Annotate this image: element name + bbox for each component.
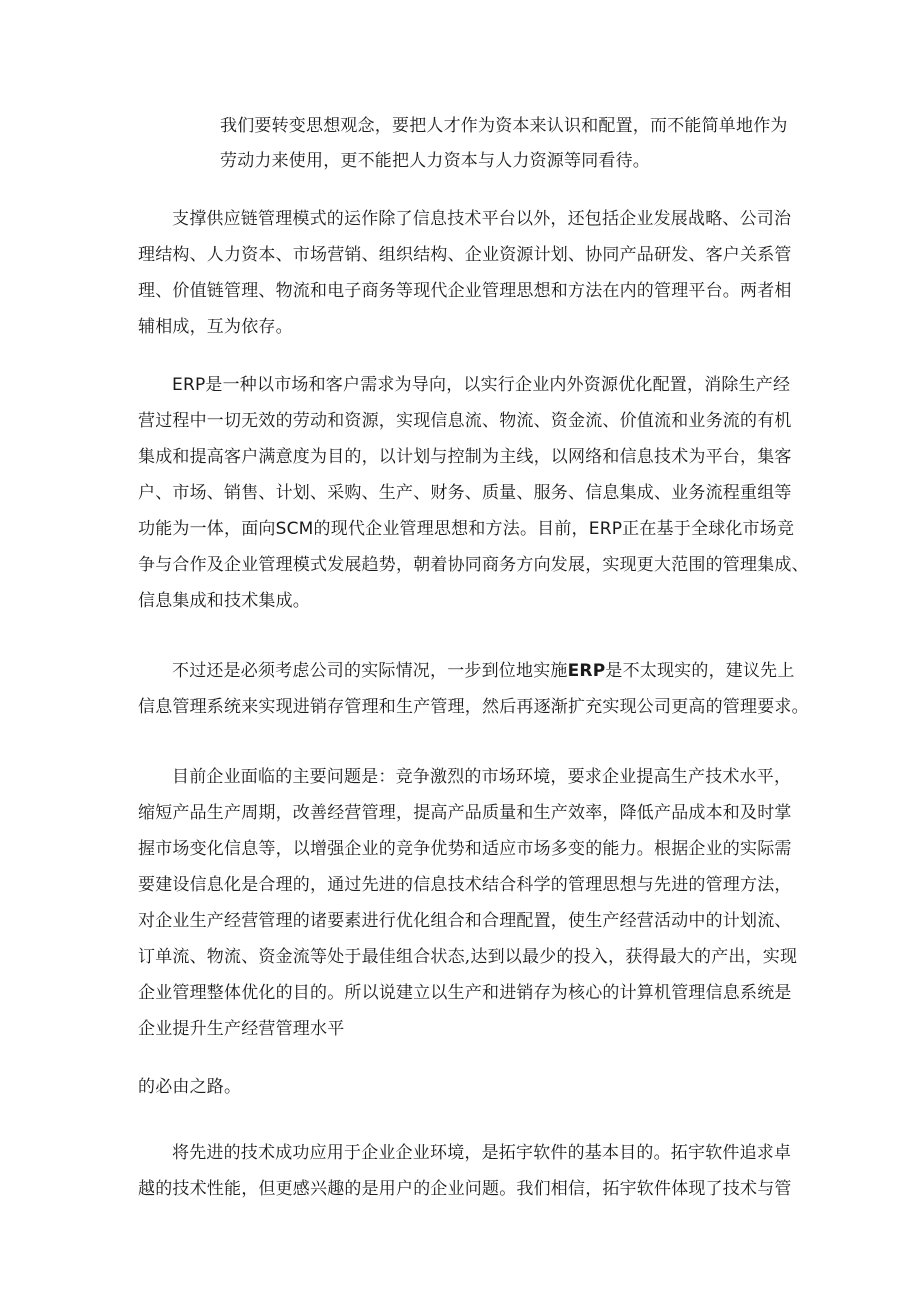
p4-line-3: 握市场变化信息等，以增强企业的竞争优势和适应市场多变的能力。根据企业的实际需	[138, 839, 792, 859]
p3-line-1	[172, 659, 795, 683]
p3-line-1-a: 不过还是必须考虑公司的实际情况，一步到位地实施	[172, 661, 568, 681]
p3-line-2: 信息管理系统来实现进销存管理和生产管理，然后再逐渐扩充实现公司更高的管理要求。	[138, 697, 809, 717]
p2-line-1	[172, 373, 790, 397]
scm-term: SCM	[275, 519, 314, 539]
p4-line-2: 缩短产品生产周期，改善经营管理，提高产品质量和生产效率，降低产品成本和及时掌	[138, 803, 792, 823]
p4-line-7: 企业管理整体优化的目的。所以说建立以生产和进销存为核心的计算机管理信息系统是	[138, 983, 792, 1003]
p1-line-3: 理、价值链管理、物流和电子商务等现代企业管理思想和方法在内的管理平台。两者相	[138, 281, 792, 301]
p2-line-2: 营过程中一切无效的劳动和资源，实现信息流、物流、资金流、价值流和业务流的有机	[138, 411, 792, 431]
erp-term-bold: ERP	[567, 661, 606, 681]
p2-line-5	[138, 517, 794, 541]
p2-line-6: 争与合作及企业管理模式发展趋势，朝着协同商务方向发展，实现更大范围的管理集成、	[138, 555, 809, 575]
p2-line-5-c: 正在基于全球化市场竞	[622, 519, 795, 539]
p2-line-1-text: 是一种以市场和客户需求为导向，以实行企业内外资源优化配置，消除生产经	[205, 375, 791, 395]
p6-line-2: 越的技术性能，但更感兴趣的是用户的企业问题。我们相信，拓宇软件体现了技术与管	[138, 1179, 792, 1199]
p1-line-2: 理结构、人力资本、市场营销、组织结构、企业资源计划、协同产品研发、客户关系管	[138, 245, 792, 265]
p2-line-4: 户、市场、销售、计划、采购、生产、财务、质量、服务、信息集成、业务流程重组等	[138, 483, 792, 503]
p4-line-6: 订单流、物流、资金流等处于最佳组合状态,达到以最少的投入，获得最大的产出，实现	[138, 947, 798, 967]
p1-line-1: 支撑供应链管理模式的运作除了信息技术平台以外，还包括企业发展战略、公司治	[172, 209, 792, 229]
erp-term: ERP	[172, 375, 206, 395]
p4-line-8: 企业提升生产经营管理水平	[138, 1019, 345, 1039]
erp-term: ERP	[588, 519, 623, 539]
quote-line-2: 劳动力来使用，更不能把人力资本与人力资源等同看待。	[220, 151, 650, 171]
p5-line-1: 的必由之路。	[138, 1077, 242, 1097]
p2-line-5-b: 的现代企业管理思想和方法。目前，	[313, 519, 589, 539]
p2-line-7: 信息集成和技术集成。	[138, 591, 310, 611]
p2-line-3: 集成和提高客户满意度为目的，以计划与控制为主线，以网络和信息技术为平台，集客	[138, 447, 792, 467]
p4-line-1: 目前企业面临的主要问题是：竞争激烈的市场环境，要求企业提高生产技术水平，	[172, 767, 792, 787]
p2-line-5-a: 功能为一体，面向	[138, 519, 276, 539]
p1-line-4: 辅相成，互为依存。	[138, 317, 293, 337]
p4-line-4: 要建设信息化是合理的，通过先进的信息技术结合科学的管理思想与先进的管理方法，	[138, 875, 792, 895]
p3-line-1-b: 是不太现实的，建议先上	[605, 661, 795, 681]
quote-line-1: 我们要转变思想观念，要把人才作为资本来认识和配置，而不能简单地作为	[220, 116, 788, 136]
p4-line-5: 对企业生产经营管理的诸要素进行优化组合和合理配置，使生产经营活动中的计划流、	[138, 911, 792, 931]
p6-line-1: 将先进的技术成功应用于企业企业环境，是拓宇软件的基本目的。拓宇软件追求卓	[172, 1143, 792, 1163]
